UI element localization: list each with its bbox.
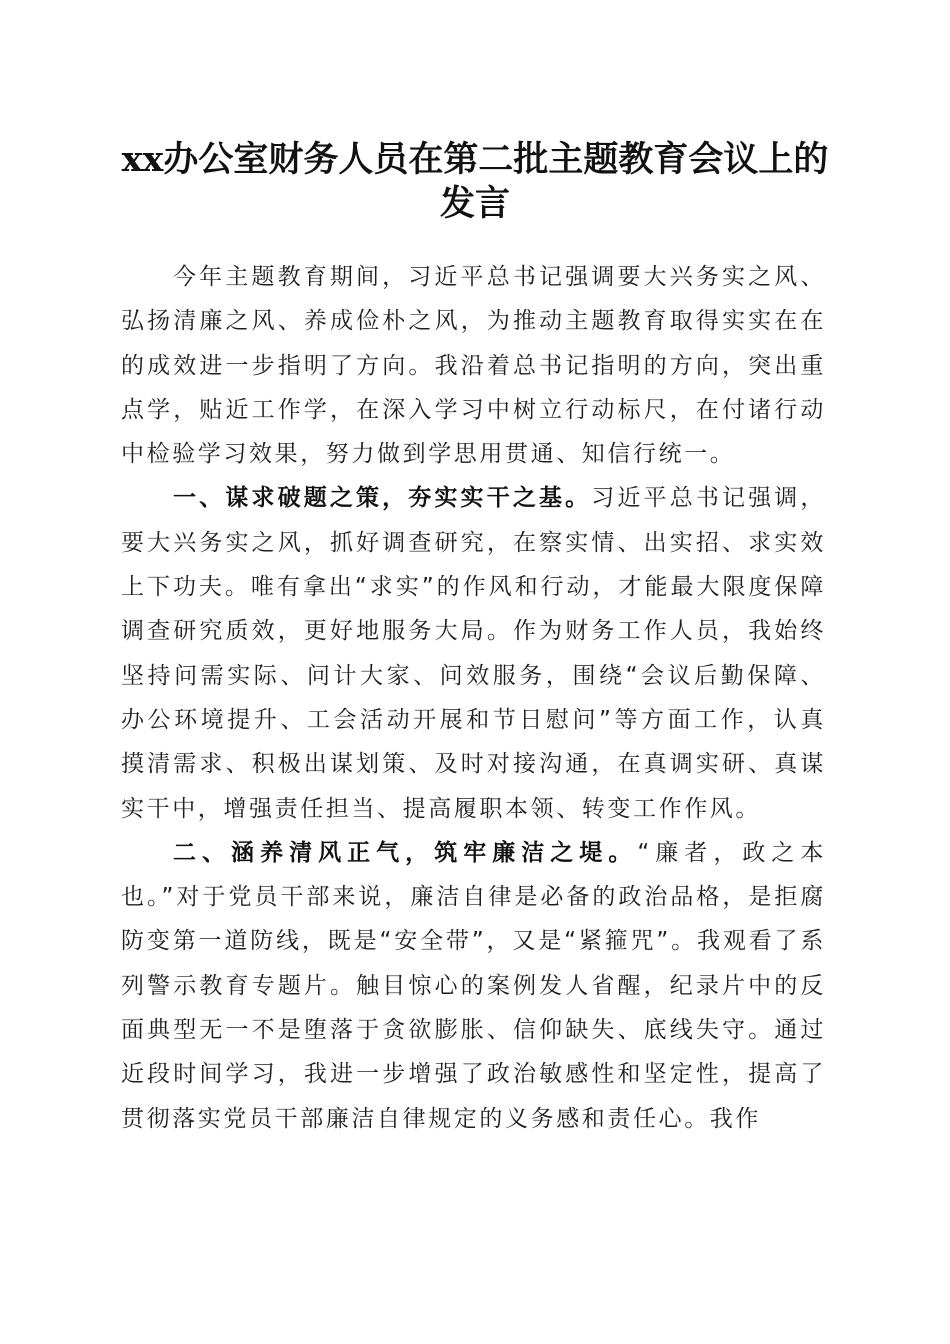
section-2-text: “廉者，政之本也。”对于党员干部来说，廉洁自律是必备的政治品格，是拒腐防变第一道防线，既是“安全带”，又是“紧箍咒”。我观看了系列警示教育专题片。触目惊心的案例发人省醒，纪录片中的反面典型无一不是堕落于贪欲膨胀、信仰缺失、底线失守。通过近段时间学习，我进一步增强了政治敏感性和坚定性，提高了贯彻落实党员干部廉洁自律规定的义务感和责任心。我作 <box>121 839 826 1132</box>
document-title: xx办公室财务人员在第二批主题教育会议上的发言 <box>121 139 829 224</box>
section-2-heading: 二、涵养清风正气，筑牢廉洁之堤。 <box>173 839 638 866</box>
document-body <box>121 255 826 1141</box>
section-1-text: 习近平总书记强调，要大兴务实之风，抓好调查研究，在察实情、出实招、求实效上下功夫。唯有拿出“求实”的作风和行动，才能最大限度保障调查研究质效，更好地服务大局。作为财务工作人员，我始终坚持问需实际、问计大家、问效服务，围绕“会议后勤保障、办公环境提升、工会活动开展和节日慰问”等方面工作，认真摸清需求、积极出谋划策、及时对接沟通，在真调实研、真谋实干中，增强责任担当、提高履职本领、转变工作作风。 <box>121 485 826 822</box>
paragraph-section-2 <box>121 831 826 1141</box>
paragraph-intro-text: 今年主题教育期间，习近平总书记强调要大兴务实之风、弘扬清廉之风、养成俭朴之风，为推动主题教育取得实实在在的成效进一步指明了方向。我沿着总书记指明的方向，突出重点学，贴近工作学，在深入学习中树立行动标尺，在付诸行动中检验学习效果，努力做到学思用贯通、知信行统一。 <box>121 264 826 468</box>
paragraph-section-1 <box>121 476 826 830</box>
paragraph-intro <box>121 255 826 476</box>
section-1-heading: 一、谋求破题之策，夯实实干之基。 <box>173 485 592 512</box>
